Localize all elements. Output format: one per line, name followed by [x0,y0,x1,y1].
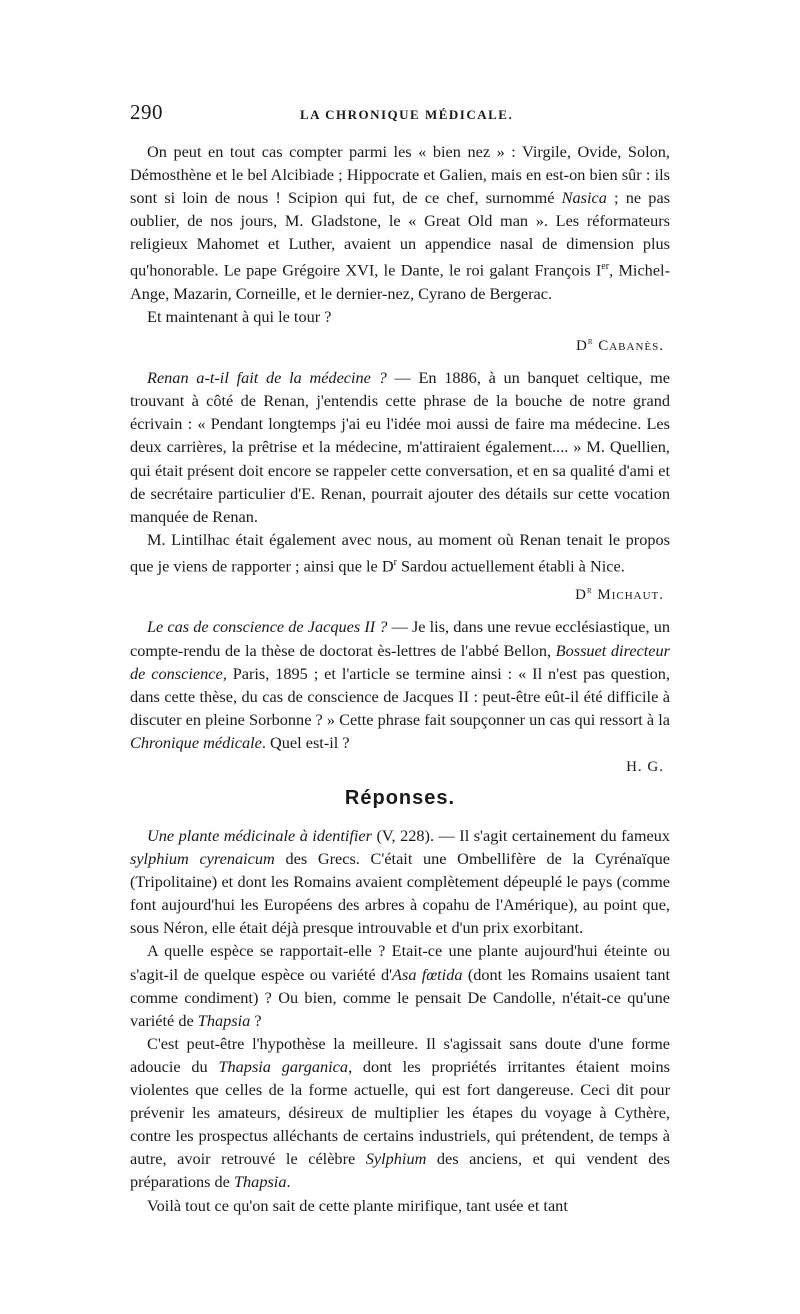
text-span: M. Lintilhac était également avec nous, au moment où Renan tenait le propos que je viens de rapporter ; ainsi que le D [130,529,670,576]
text-span: des Grecs. C'était une Ombellifère de la Cyrénaïque (Tripolitaine) et dont les Romains avaient complètement dépeuplé le pays (comme font aujourd'hui les Européens des arbres à copahu de l'Amérique), au point que, sous Néron, elle était déjà presque introuvable et d'un prix exorbitant. [130,849,670,938]
text-span: D [575,338,588,355]
section-heading-reponses: Réponses. [344,787,456,809]
reponse-paragraph-1 [130,824,670,939]
italic-span: Chronique médicale [130,732,262,752]
renan-paragraph-2 [130,528,670,578]
text-span: des anciens, et qui vendent des préparations de [130,1149,671,1192]
text-span: D [575,587,587,604]
text-span: , Paris, 1895 ; et l'article se termine ainsi : « Il n'est pas question, dans cette thèse, du cas de conscience de Jacques II : peut-être eût-il été difficile à discuter en pleine Sorbonne ? » Cette phrase fait soupçonner un cas qui ressort à la [130,663,670,729]
renan-paragraph-1 [130,366,670,528]
text-span: Michaut. [597,587,664,604]
italic-span: Nasica [561,188,607,208]
page [130,100,670,1217]
italic-span: Thapsia [233,1172,287,1192]
text-span: Cabanès. [598,338,664,355]
text-span: ; ne pas oublier, de nos jours, M. Gladstone, le « Great Old man ». Les réformateurs religieux Mahomet et Luther, avaient un appendice nasal de dimension plus qu'honorable. Le pape Grégoire XVI, le Dante, le roi galant François I [130,188,671,280]
text-span: (dont les Romains usaient tant comme condiment) ? Ou bien, comme le pensait De Candolle, n'était-ce qu'une variété de [130,964,670,1030]
jacques-title: Le cas de conscience de Jacques II ? [147,617,388,637]
superscript: er [601,261,610,273]
italic-span: Sylphium [365,1149,427,1169]
signature-hg: H. G. [626,759,664,775]
text-span: — Je lis, dans une revue ecclésiastique, un compte-rendu de la thèse de doctorat ès-lettres de l'abbé Bellon, [130,617,671,660]
running-head [130,100,670,140]
nez-paragraph-2: Et maintenant à qui le tour ? [147,307,332,327]
text-span: — En 1886, à un banquet celtique, me trouvant à côté de Renan, j'entendis cette phrase de la bouche de notre grand écrivain : « Pendant longtemps j'ai eu l'idée moi aussi de faire ma médecine. Les deux carrières, la prêtrise et la médecine, m'attiraient également.... » M. Quellien, qui était présent doit encore se rappeler cette conversation, et en sa qualité d'ami et de secrétaire particulier d'E. Renan, pourrait ajouter des détails sur cette vocation manquée de Renan. [130,368,670,526]
jacques-paragraph [130,615,670,754]
italic-span: Thapsia [197,1010,251,1030]
reponse-title: Une plante médicinale à identifier [147,826,372,845]
reponse-paragraph-2 [130,939,670,1031]
italic-span: Asa fœtida [392,964,463,984]
italic-span: sylphium cyrenaicum [130,849,275,869]
nez-paragraph-1 [130,140,670,305]
text-span: ? [250,1010,262,1030]
page-number: 290 [130,100,163,124]
text-span: C'est peut-être l'hypothèse la meilleure. Il s'agissait sans doute d'une forme adoucie du [130,1033,670,1076]
italic-span: Bossuet directeur de conscience [130,640,670,683]
text-span: (V, 228). — Il s'agit certainement du fameux [372,826,670,845]
text-span: , dont les propriétés irritantes étaient moins violentes que celles de la forme actuelle, qui est fort dangereuse. Ceci dit pour prévenir les amateurs, désireux de multiplier les étapes du voyage à Cythère, contre les prospectus alléchants de certains industriels, qui prétendent, de temps à autre, avoir retrouvé le célèbre [130,1056,671,1169]
signature-cabanes [130,330,664,358]
superscript: r [586,585,593,597]
text-span: On peut en tout cas compter parmi les « bien nez » : Virgile, Ovide, Solon, Démosthène et le bel Alcibiade ; Hippocrate et Galien, mais en est-on bien sûr : ils sont si loin de nous ! Scipion qui fut, de ce chef, surnommé [130,142,670,208]
superscript: r [393,556,397,568]
text-span: . Quel est-il ? [261,732,350,752]
text-span: . [286,1172,291,1192]
reponse-paragraph-3 [130,1032,670,1194]
text-span: A quelle espèce se rapportait-elle ? Etait-ce une plante aujourd'hui éteinte ou s'agit-il de quelque espèce ou variété d' [130,941,670,984]
text-span: Sardou actuellement établi à Nice. [396,556,625,576]
journal-title: LA CHRONIQUE MÉDICALE. [300,107,514,122]
text-span: , Michel-Ange, Mazarin, Corneille, et le dernier-nez, Cyrano de Bergerac. [130,260,670,303]
italic-span: Thapsia garganica [218,1056,349,1076]
superscript: r [587,336,594,348]
reponse-paragraph-4: Voilà tout ce qu'on sait de cette plante mirifique, tant usée et tant [147,1195,568,1215]
signature-michaut [130,579,664,607]
renan-title: Renan a-t-il fait de la médecine ? [147,368,387,388]
